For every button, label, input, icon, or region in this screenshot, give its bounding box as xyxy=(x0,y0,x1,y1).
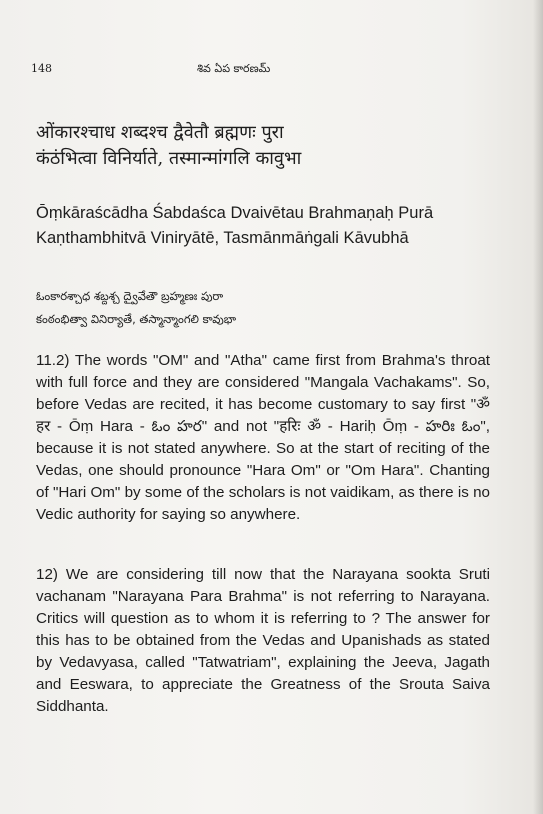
page-header xyxy=(0,60,543,80)
sanskrit-line-2: कंठंभित्वा विनिर्याते, तस्मान्मांगलि कावुभा xyxy=(36,148,302,169)
telugu-verse xyxy=(36,285,490,331)
transliteration-line-1: Ōṃkāraścādha Śabdaśca Dvaivētau Brahmaṇaḥ Purā xyxy=(36,204,434,222)
paragraph-11-2: 11.2) The words "OM" and "Atha" came first from Brahma's throat with full force and they are considered "Mangala Vachakams". So, before Vedas are recited, it has become customary to say first "ॐ हर - Ōṃ Hara - ఓం హర" and not "हरिः ॐ - Hariḥ Ōṃ - హరిః ఓం", because it is not stated anywhere. So at the start of reciting of the Vedas, one should pronounce "Hara Om" or "Om Hara". Chanting of "Hari Om" by some of the scholars is not vaidikam, as there is no Vedic authority for saying so anywhere. xyxy=(36,352,490,523)
telugu-line-2: కంఠంభిత్వా వినిర్యాతే, తస్మాన్మాంగలి కావుభా xyxy=(36,312,237,326)
sanskrit-verse xyxy=(36,120,490,172)
page-edge-shadow xyxy=(533,0,543,814)
telugu-line-1: ఓంకారశ్చాధ శబ్దశ్చ ద్వైవేతౌ బ్రహ్మణః పురా xyxy=(36,289,224,303)
transliteration-verse xyxy=(36,201,490,251)
sanskrit-line-1: ओंकारश्चाध शब्दश्च द्वैवेतौ ब्रह्मणः पुरा xyxy=(36,122,284,143)
transliteration-line-2: Kaṇthambhitvā Viniryātē, Tasmānmāṅgali Kāvubhā xyxy=(36,229,409,247)
running-title: శివ ఏప కారణమ్ xyxy=(197,62,271,75)
paragraph-12: 12) We are considering till now that the Narayana sookta Sruti vachanam "Narayana Para Brahma" is not referring to Narayana. Critics will question as to whom it is referring to ? The answer for this has to be obtained from the Vedas and Upanishads as stated by Vedavyasa, called "Tatwatriam", explaining the Jeeva, Jagath and Eeswara, to appreciate the Greatness of the Srouta Saiva Siddhanta. xyxy=(36,566,490,715)
page-number: 148 xyxy=(31,62,52,75)
